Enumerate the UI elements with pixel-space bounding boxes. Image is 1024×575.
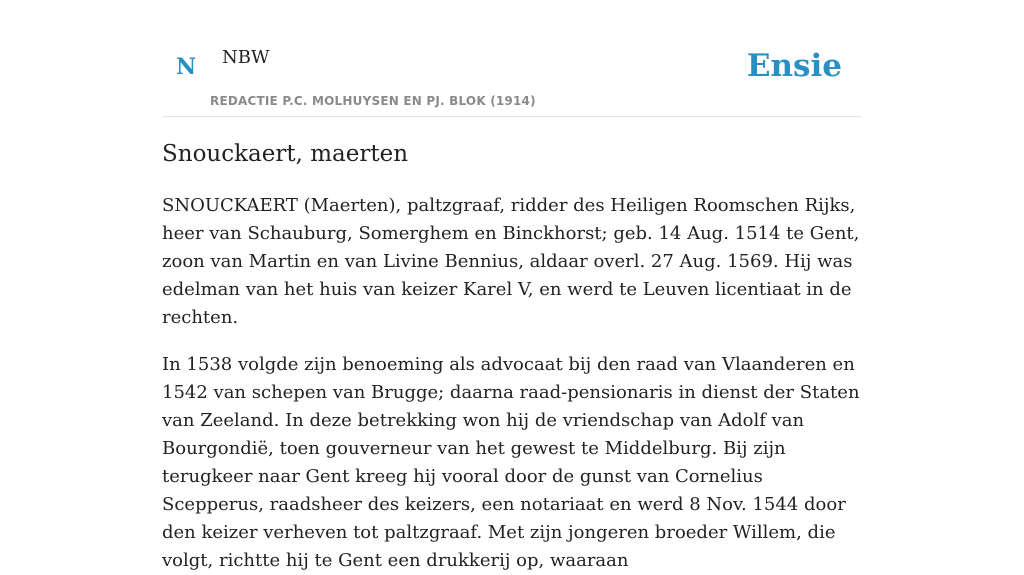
article-title: Snouckaert, maerten xyxy=(162,141,409,167)
ensie-logo[interactable]: Ensie xyxy=(746,48,842,84)
article-paragraph: SNOUCKAERT (Maerten), paltzgraaf, ridder des Heiligen Roomschen Rijks, heer van Schauburg, Somerghem en Binckhorst; geb. 14 Aug. 1514 te Gent, zoon van Martin en van Livine Bennius, aldaar overl. 27 Aug. 1569. Hij was edelman van het huis van keizer Karel V, en werd te Leuven licentiaat in de rechten. xyxy=(162,195,860,328)
source-subtitle: REDACTIE P.C. MOLHUYSEN EN PJ. BLOK (1914) xyxy=(210,94,536,108)
site-header xyxy=(162,0,862,117)
article xyxy=(162,136,862,575)
source-logo-icon[interactable]: N xyxy=(176,54,197,80)
article-paragraph: In 1538 volgde zijn benoeming als advocaat bij den raad van Vlaanderen en 1542 van schepen van Brugge; daarna raad-pensionaris in dienst der Staten van Zeeland. In deze betrekking won hij de vriendschap van Adolf van Bourgondië, toen gouverneur van het gewest te Middelburg. Bij zijn terugkeer naar Gent kreeg hij vooral door de gunst van Cornelius Scepperus, raadsheer des keizers, een notariaat en werd 8 Nov. 1544 door den keizer verheven tot paltzgraaf. Met zijn jongeren broeder Willem, die volgt, richtte hij te Gent een drukkerij op, waaraan xyxy=(162,354,860,571)
source-name[interactable]: NBW xyxy=(222,47,270,68)
